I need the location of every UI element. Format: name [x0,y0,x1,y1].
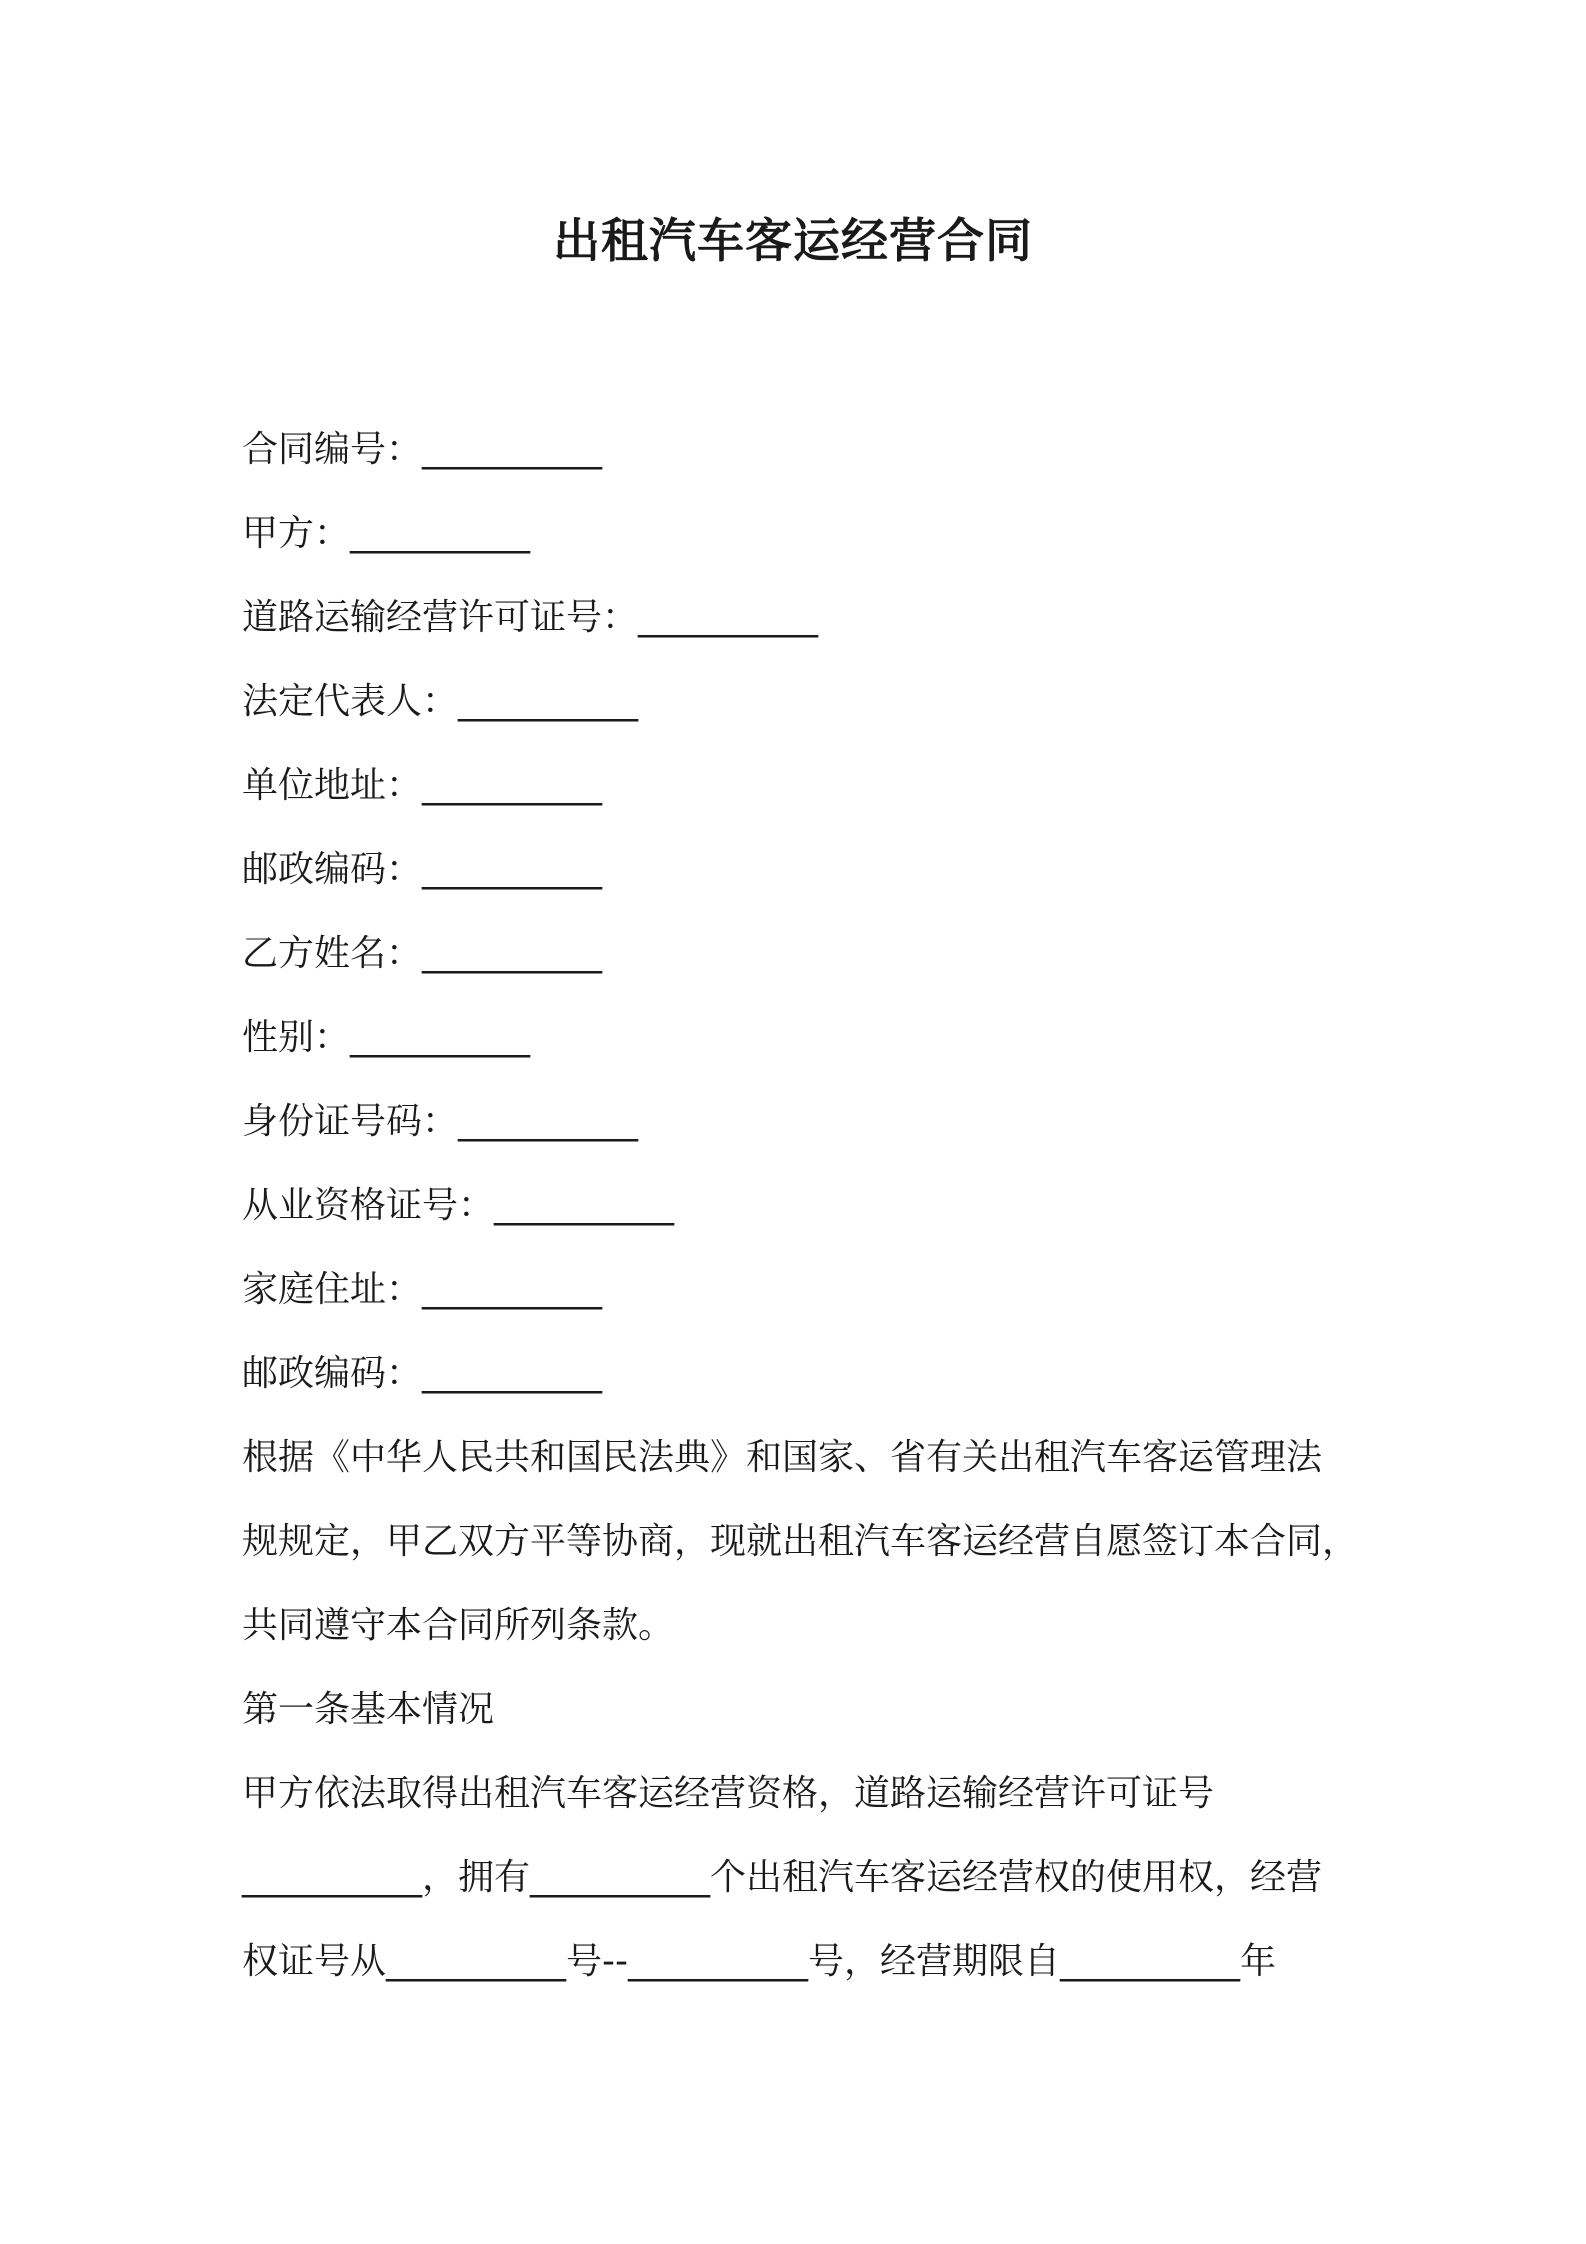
intro-line: 根据《中华人民共和国民法典》和国家、省有关出租汽车客运管理法 [242,1437,1323,1478]
field-blank[interactable]: __________ [422,849,603,890]
field-home-address [242,1248,1362,1332]
field-blank[interactable]: __________ [458,681,639,722]
field-blank[interactable]: __________ [422,1353,603,1394]
document-content [242,408,1362,2004]
article-line: __________，拥有__________个出租汽车客运经营权的使用权，经营 [242,1857,1323,1898]
field-label: 道路运输经营许可证号： [242,597,639,638]
field-id-number [242,1080,1362,1164]
article-line: 权证号从__________号--__________号，经营期限自__________年 [242,1941,1276,1982]
field-party-b-name [242,912,1362,996]
field-blank[interactable]: __________ [350,513,531,554]
field-blank[interactable]: __________ [422,933,603,974]
field-label: 甲方： [242,513,351,554]
field-blank[interactable]: __________ [458,1101,639,1142]
field-label: 乙方姓名： [242,933,423,974]
field-label: 邮政编码： [242,1353,423,1394]
field-label: 合同编号： [242,429,423,470]
field-gender [242,996,1362,1080]
field-party-a [242,492,1362,576]
field-postal-code-b [242,1332,1362,1416]
field-blank[interactable]: __________ [422,429,603,470]
field-label: 单位地址： [242,765,423,806]
field-label: 家庭住址： [242,1269,423,1310]
field-label: 邮政编码： [242,849,423,890]
field-postal-code-a [242,828,1362,912]
intro-line: 规规定，甲乙双方平等协商，现就出租汽车客运经营自愿签订本合同， [242,1521,1359,1562]
field-label: 从业资格证号： [242,1185,495,1226]
field-blank[interactable]: __________ [494,1185,675,1226]
field-blank[interactable]: __________ [350,1017,531,1058]
field-label: 身份证号码： [242,1101,459,1142]
article-heading: 第一条基本情况 [242,1689,495,1730]
field-label: 性别： [242,1017,351,1058]
field-qualification-cert [242,1164,1362,1248]
intro-line: 共同遵守本合同所列条款。 [242,1605,675,1646]
field-label: 法定代表人： [242,681,459,722]
article-line: 甲方依法取得出租汽车客运经营资格，道路运输经营许可证号 [242,1773,1215,1814]
field-company-address [242,744,1362,828]
field-blank[interactable]: __________ [422,765,603,806]
field-road-transport-license [242,576,1362,660]
field-blank[interactable]: __________ [422,1269,603,1310]
document-title: 出租汽车客运经营合同 [553,214,1033,269]
field-legal-representative [242,660,1362,744]
field-contract-number [242,408,1362,492]
field-blank[interactable]: __________ [638,597,819,638]
